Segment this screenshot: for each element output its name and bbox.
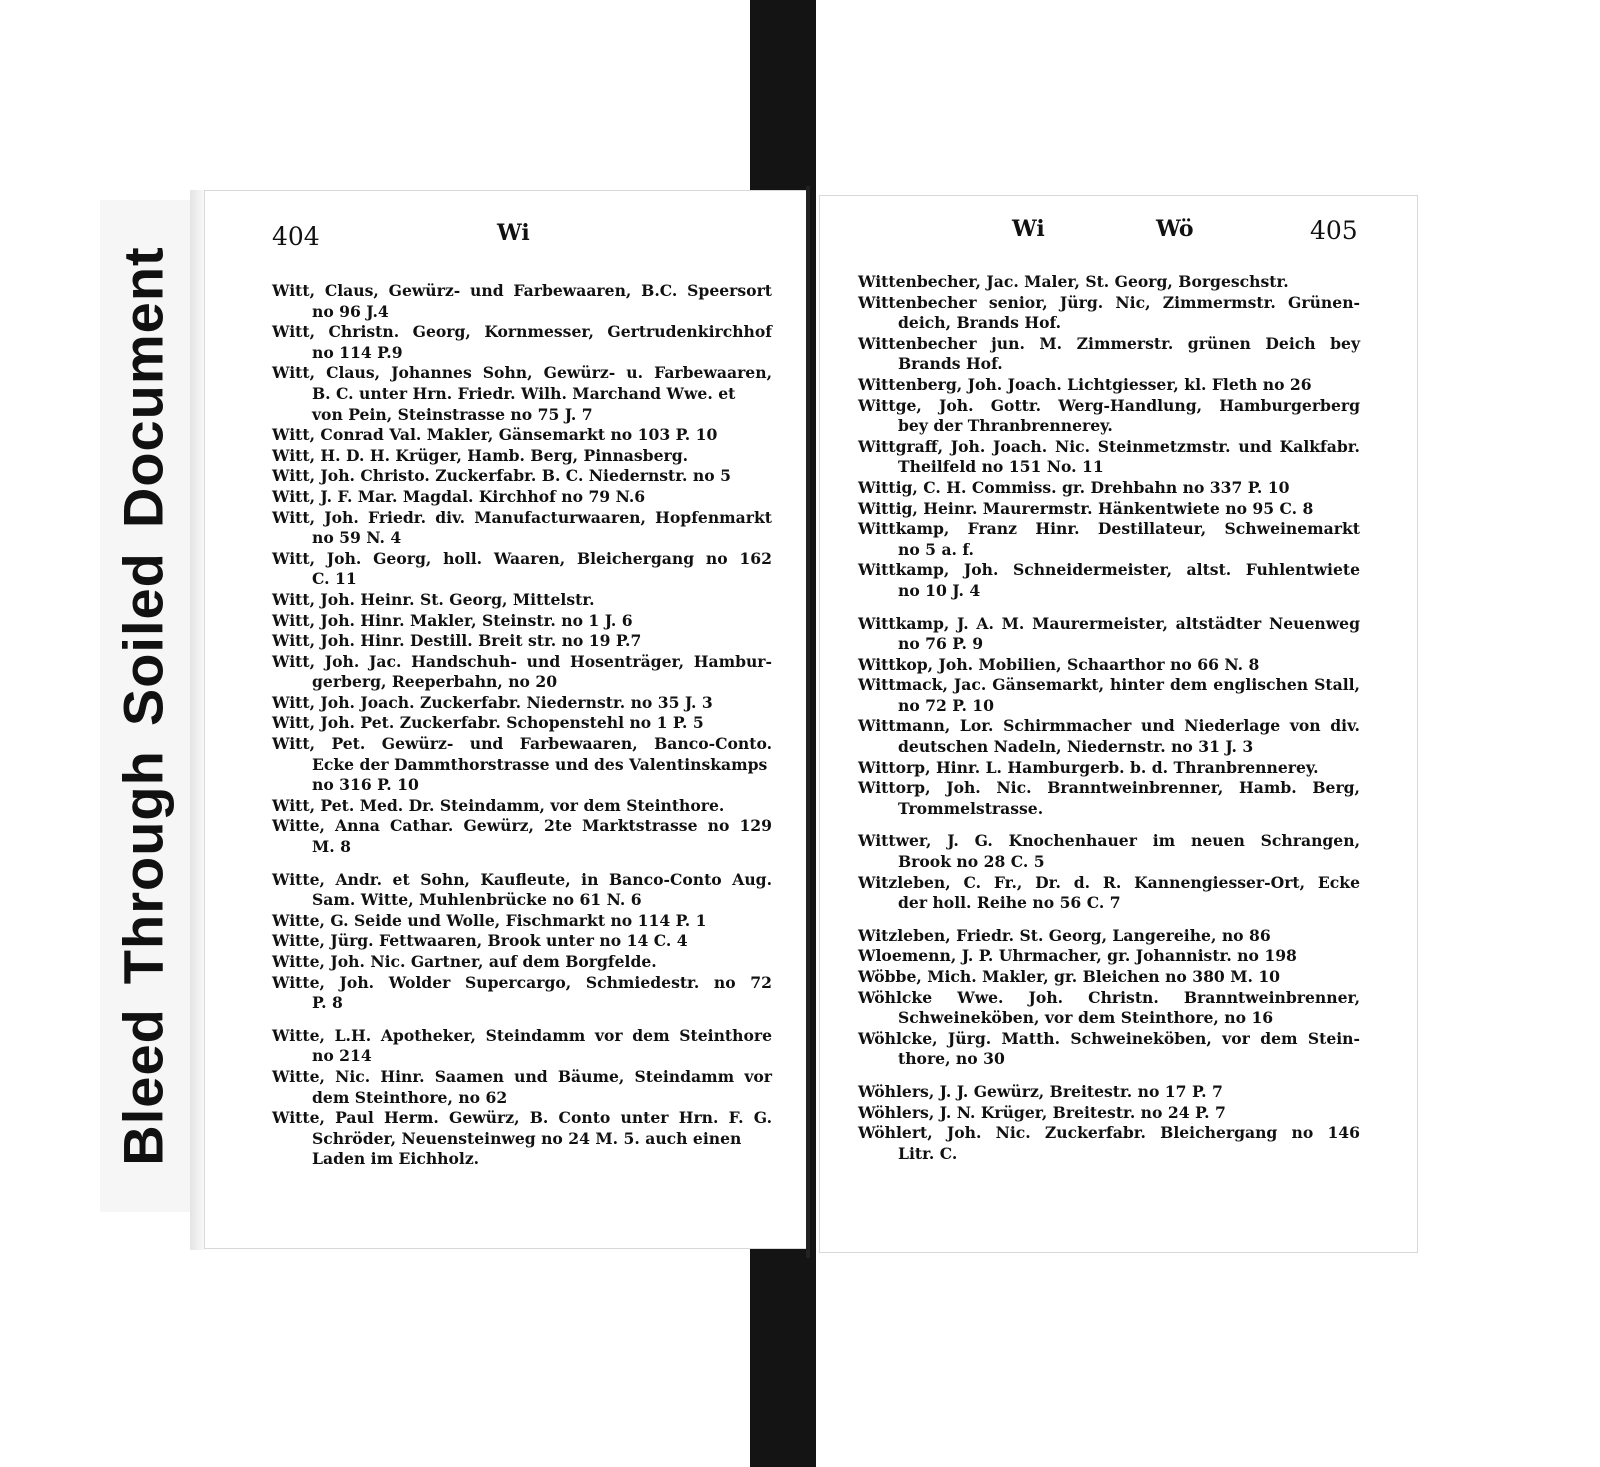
directory-entry <box>858 926 1360 947</box>
entry-continuation: Sam. Witte, Muhlenbrücke no 61 N. 6 <box>312 890 642 910</box>
directory-entry <box>858 1029 1360 1070</box>
entry-line: Witzleben, C. Fr., Dr. d. R. Kannengiesser-Ort, Ecke <box>858 872 1360 892</box>
entry-line: Witt, Joh. Christo. Zuckerfabr. B. C. Niedernstr. no 5 <box>272 466 731 486</box>
directory-entry <box>858 1103 1360 1124</box>
directory-entry <box>858 437 1360 478</box>
right-entry-list <box>858 272 1360 1164</box>
entry-line: Wittkop, Joh. Mobilien, Schaarthor no 66 N. 8 <box>858 654 1260 674</box>
entry-line: Witt, Claus, Johannes Sohn, Gewürz- u. Farbewaaren, <box>272 363 772 383</box>
directory-entry <box>858 478 1360 499</box>
directory-entry <box>858 758 1360 779</box>
entry-line: Witte, Joh. Nic. Gartner, auf dem Borgfelde. <box>272 952 657 971</box>
entry-continuation: Trommelstrasse. <box>898 798 1044 818</box>
left-entry-list <box>272 281 772 1170</box>
directory-entry <box>858 334 1360 375</box>
directory-entry <box>272 631 772 652</box>
entry-line: Witte, Nic. Hinr. Saamen und Bäume, Steindamm vor <box>272 1066 772 1086</box>
entry-continuation: no 5 a. f. <box>898 539 974 559</box>
directory-entry <box>858 778 1360 819</box>
entry-continuation: der holl. Reihe no 56 C. 7 <box>898 893 1121 913</box>
directory-entry <box>272 796 772 817</box>
left-page-number: 404 <box>272 222 320 251</box>
directory-entry <box>272 973 772 1014</box>
entry-continuation: thore, no 30 <box>898 1049 1005 1069</box>
entry-continuation: no 96 J.4 <box>312 301 389 321</box>
entry-line: Witt, Joh. Joach. Zuckerfabr. Niedernstr. no 35 J. 3 <box>272 692 713 712</box>
entry-line: Witt, Conrad Val. Makler, Gänsemarkt no 103 P. 10 <box>272 425 718 445</box>
entry-line: Witte, Paul Herm. Gewürz, B. Conto unter Hrn. F. G. <box>272 1108 772 1128</box>
entry-line: Wöhlers, J. N. Krüger, Breitestr. no 24 P. 7 <box>858 1102 1226 1122</box>
stamp-word: Document <box>111 246 175 529</box>
entry-line: Wöhlcke, Jürg. Matth. Schweineköben, vor dem Stein- <box>858 1028 1360 1048</box>
stamp-word: Soiled <box>111 552 175 727</box>
stamp-word: Through <box>111 750 175 985</box>
entry-line: Witte, Anna Cathar. Gewürz, 2te Marktstrasse no 129 <box>272 816 772 836</box>
entry-continuation: Schweineköben, vor dem Steinthore, no 16 <box>898 1008 1274 1028</box>
entry-line: Witt, Joh. Georg, holl. Waaren, Bleichergang no 162 <box>272 548 772 568</box>
directory-entry <box>858 988 1360 1029</box>
entry-line: Witt, H. D. H. Krüger, Hamb. Berg, Pinnasberg. <box>272 445 689 465</box>
directory-entry <box>272 363 772 425</box>
entry-continuation: no 10 J. 4 <box>898 580 981 600</box>
entry-line: Witt, Pet. Med. Dr. Steindamm, vor dem Steinthore. <box>272 795 725 815</box>
directory-entry <box>272 734 772 796</box>
entry-line: Witt, Joh. Jac. Handschuh- und Hosenträger, Hambur- <box>272 651 772 671</box>
directory-entry <box>272 487 772 508</box>
entry-line: Wittorp, Joh. Nic. Branntweinbrenner, Hamb. Berg, <box>858 778 1360 798</box>
entry-line: Wittmack, Jac. Gänsemarkt, hinter dem englischen Stall, <box>858 675 1360 695</box>
entry-continuation: Litr. C. <box>898 1143 958 1163</box>
directory-entry <box>858 655 1360 676</box>
entry-continuation: Ecke der Dammthorstrasse und des Valentinskamps <box>312 754 768 774</box>
directory-entry <box>272 446 772 467</box>
directory-entry <box>272 508 772 549</box>
entry-continuation: Schröder, Neuensteinweg no 24 M. 5. auch einen <box>312 1128 742 1148</box>
entry-line: Wittorp, Hinr. L. Hamburgerb. b. d. Thranbrennerey. <box>858 757 1319 777</box>
directory-entry <box>858 967 1360 988</box>
directory-entry <box>858 375 1360 396</box>
entry-line: Witt, Joh. Hinr. Destill. Breit str. no 19 P.7 <box>272 631 642 651</box>
directory-entry <box>272 322 772 363</box>
stamp-word: Bleed <box>111 1008 175 1166</box>
entry-continuation: bey der Thranbrennerey. <box>898 416 1113 436</box>
entry-continuation: C. 11 <box>312 569 357 589</box>
entry-continuation: von Pein, Steinstrasse no 75 J. 7 <box>312 404 593 424</box>
left-page-header: Wi <box>497 220 530 246</box>
directory-entry <box>858 499 1360 520</box>
entry-line: Witt, Christn. Georg, Kornmesser, Gertrudenkirchhof <box>272 322 772 342</box>
entry-line: Wittig, C. H. Commiss. gr. Drehbahn no 337 P. 10 <box>858 477 1290 497</box>
entry-continuation: no 76 P. 9 <box>898 634 984 654</box>
entry-line: Wittenbecher, Jac. Maler, St. Georg, Borgeschstr. <box>858 272 1289 291</box>
entry-continuation: Brook no 28 C. 5 <box>898 852 1045 872</box>
page-edge-shadow <box>190 190 206 1250</box>
directory-entry <box>858 396 1360 437</box>
entry-line: Wittenbecher senior, Jürg. Nic, Zimmermstr. Grünen- <box>858 292 1360 312</box>
directory-entry <box>858 831 1360 872</box>
stamp-label <box>111 234 176 1177</box>
entry-continuation: no 214 <box>312 1046 372 1066</box>
entry-line: Witt, Joh. Hinr. Makler, Steinstr. no 1 J. 6 <box>272 610 633 630</box>
entry-line: Witte, G. Seide und Wolle, Fischmarkt no 114 P. 1 <box>272 910 707 930</box>
entry-line: Wittge, Joh. Gottr. Werg-Handlung, Hamburgerberg <box>858 395 1360 415</box>
entry-line: Witt, Pet. Gewürz- und Farbewaaren, Banco-Conto. <box>272 734 772 754</box>
entry-continuation: P. 8 <box>312 993 343 1013</box>
entry-line: Witte, Jürg. Fettwaaren, Brook unter no 14 C. 4 <box>272 931 688 951</box>
directory-entry <box>858 519 1360 560</box>
directory-entry <box>858 1082 1360 1103</box>
directory-entry <box>272 466 772 487</box>
entry-line: Witt, Claus, Gewürz- und Farbewaaren, B.C. Speersort <box>272 281 772 300</box>
directory-entry <box>858 614 1360 655</box>
entry-line: Wittkamp, Franz Hinr. Destillateur, Schweinemarkt <box>858 519 1360 539</box>
directory-entry <box>272 911 772 932</box>
directory-entry <box>272 693 772 714</box>
entry-line: Witte, L.H. Apotheker, Steindamm vor dem Steinthore <box>272 1025 772 1045</box>
directory-entry <box>272 549 772 590</box>
directory-entry <box>858 560 1360 601</box>
directory-entry <box>858 1123 1360 1164</box>
directory-entry <box>858 272 1360 293</box>
book-spine <box>806 186 810 1258</box>
entry-line: Wittkamp, J. A. M. Maurermeister, altstädter Neuenweg <box>858 613 1360 633</box>
entry-line: Wittkamp, Joh. Schneidermeister, altst. Fuhlentwiete <box>858 560 1360 580</box>
entry-continuation: no 72 P. 10 <box>898 695 994 715</box>
entry-line: Wittmann, Lor. Schirmmacher und Niederlage von div. <box>858 716 1360 736</box>
entry-continuation: Theilfeld no 151 No. 11 <box>898 457 1104 477</box>
entry-continuation: no 316 P. 10 <box>312 775 419 795</box>
directory-entry <box>272 1026 772 1067</box>
directory-entry <box>858 675 1360 716</box>
directory-entry <box>272 652 772 693</box>
entry-line: Wöbbe, Mich. Makler, gr. Bleichen no 380 M. 10 <box>858 967 1281 986</box>
entry-line: Wittenbecher jun. M. Zimmerstr. grünen Deich bey <box>858 333 1360 353</box>
directory-entry <box>272 281 772 322</box>
right-page-number: 405 <box>1310 216 1358 245</box>
directory-entry <box>858 946 1360 967</box>
directory-entry <box>858 716 1360 757</box>
entry-line: Wöhlers, J. J. Gewürz, Breitestr. no 17 P. 7 <box>858 1081 1223 1101</box>
entry-continuation: Laden im Eichholz. <box>312 1149 480 1169</box>
entry-line: Wittgraff, Joh. Joach. Nic. Steinmetzmstr. und Kalkfabr. <box>858 436 1360 456</box>
entry-line: Witt, Joh. Friedr. div. Manufacturwaaren, Hopfenmarkt <box>272 507 772 527</box>
right-page-header-left: Wi <box>1012 216 1045 242</box>
entry-continuation: B. C. unter Hrn. Friedr. Wilh. Marchand Wwe. et <box>312 383 736 403</box>
directory-entry <box>272 425 772 446</box>
entry-line: Witt, Joh. Pet. Zuckerfabr. Schopenstehl no 1 P. 5 <box>272 713 704 733</box>
directory-entry <box>272 870 772 911</box>
entry-line: Witt, Joh. Heinr. St. Georg, Mittelstr. <box>272 589 595 609</box>
entry-line: Wöhlcke Wwe. Joh. Christn. Branntweinbrenner, <box>858 987 1360 1007</box>
entry-line: Wittwer, J. G. Knochenhauer im neuen Schrangen, <box>858 831 1360 851</box>
entry-line: Wloemenn, J. P. Uhrmacher, gr. Johannistr. no 198 <box>858 946 1297 966</box>
directory-entry <box>272 1067 772 1108</box>
entry-continuation: Brands Hof. <box>898 354 1003 374</box>
entry-continuation: M. 8 <box>312 837 351 857</box>
entry-continuation: no 59 N. 4 <box>312 528 402 548</box>
entry-line: Witzleben, Friedr. St. Georg, Langereihe, no 86 <box>858 925 1271 945</box>
entry-line: Witte, Andr. et Sohn, Kaufleute, in Banco-Conto Aug. <box>272 869 772 889</box>
directory-entry <box>272 590 772 611</box>
directory-entry <box>272 611 772 632</box>
entry-line: Wittig, Heinr. Maurermstr. Hänkentwiete no 95 C. 8 <box>858 498 1314 518</box>
right-page-header-right: Wö <box>1156 216 1194 242</box>
entry-continuation: deich, Brands Hof. <box>898 313 1062 333</box>
entry-line: Wittenberg, Joh. Joach. Lichtgiesser, kl. Fleth no 26 <box>858 374 1312 394</box>
entry-continuation: gerberg, Reeperbahn, no 20 <box>312 672 558 692</box>
directory-entry <box>858 873 1360 914</box>
entry-continuation: no 114 P.9 <box>312 342 403 362</box>
entry-continuation: deutschen Nadeln, Niedernstr. no 31 J. 3 <box>898 737 1254 757</box>
directory-entry <box>272 931 772 952</box>
entry-continuation: dem Steinthore, no 62 <box>312 1087 508 1107</box>
directory-entry <box>272 1108 772 1170</box>
entry-line: Witte, Joh. Wolder Supercargo, Schmiedestr. no 72 <box>272 972 772 992</box>
entry-line: Witt, J. F. Mar. Magdal. Kirchhof no 79 N.6 <box>272 486 646 506</box>
entry-line: Wöhlert, Joh. Nic. Zuckerfabr. Bleichergang no 146 <box>858 1123 1360 1143</box>
directory-entry <box>272 713 772 734</box>
directory-entry <box>272 816 772 857</box>
directory-entry <box>272 952 772 973</box>
directory-entry <box>858 293 1360 334</box>
